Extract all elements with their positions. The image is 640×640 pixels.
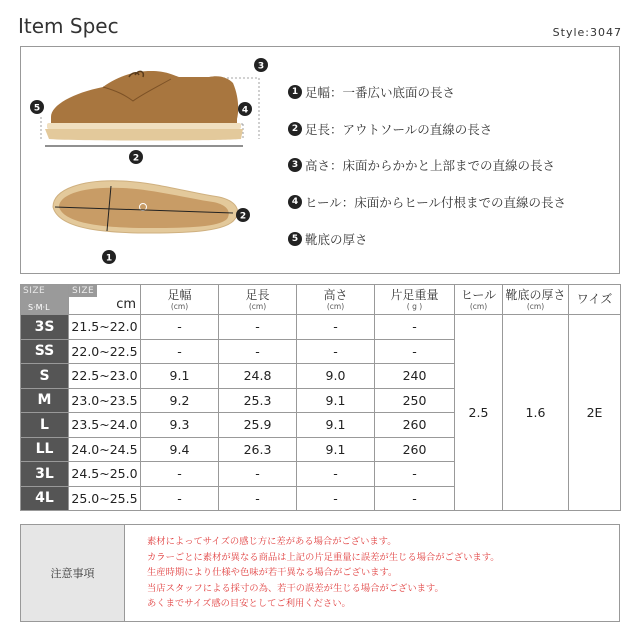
size-table [20,284,621,511]
cell-weight: 260 [375,413,455,438]
shoe-bottom-view [53,181,238,233]
note-line: 素材によってサイズの感じ方に差がある場合がございます。 [147,536,397,547]
cell-weight: - [375,339,455,364]
svg-text:2: 2 [239,211,247,222]
header-wise: ワイズ [569,285,621,315]
svg-text:1: 1 [105,253,113,264]
table-header-row [21,285,621,315]
page-title: Item Spec [18,14,119,38]
note-line: 生産時期により仕様や色味が若干異なる場合がございます。 [147,567,398,579]
cell-length: 26.3 [219,437,297,462]
size-label: LL [21,437,69,462]
table-row [21,315,621,340]
svg-text:2: 2 [132,153,140,164]
cell-height: 9.1 [297,437,375,462]
size-range: 24.5~25.0 [69,462,141,487]
size-label: L [21,413,69,438]
legend-item-heel [288,184,628,221]
cell-length: 24.8 [219,364,297,389]
size-label: SS [21,339,69,364]
svg-text:5: 5 [33,103,41,114]
note-line: 当店スタッフによる採寸の為、若干の誤差が生じる場合がございます。 [147,582,444,594]
measurement-legend [288,74,628,257]
cell-length: - [219,339,297,364]
header-sole-thickness: 靴底の厚さ (cm) [503,285,569,315]
shoe-side-view [45,71,243,141]
legend-text: ヒール：床面からヒール付根までの直線の長さ [305,195,567,211]
size-cm-corner-cell: SIZE cm [69,285,141,315]
cell-height: 9.0 [297,364,375,389]
legend-text: 靴底の厚さ [305,231,368,247]
size-range: 23.0~23.5 [69,388,141,413]
cell-weight: - [375,462,455,487]
cell-length: - [219,462,297,487]
notes-box [20,524,620,622]
svg-text:4: 4 [241,105,249,116]
size-label: 3L [21,462,69,487]
cell-length: 25.9 [219,413,297,438]
cell-length: 25.3 [219,388,297,413]
cell-weight: - [375,486,455,511]
size-range: 23.5~24.0 [69,413,141,438]
legend-text: 高さ：床面からかかと上部までの直線の長さ [305,158,556,174]
shoe-upper [51,71,238,125]
legend-item-sole-thickness [288,220,628,257]
notes-label: 注意事項 [21,525,125,621]
welt [47,123,241,129]
marker-icon: 2 [288,122,302,136]
style-code: Style:3047 [552,26,622,39]
cell-weight: - [375,315,455,340]
cell-length: - [219,486,297,511]
size-range: 22.0~22.5 [69,339,141,364]
size-label: 3S [21,315,69,340]
cell-wise: 2E [569,315,621,511]
marker-4 [238,102,252,116]
svg-text:3: 3 [257,61,265,72]
notes-body [125,525,500,621]
cell-width: 9.2 [141,388,219,413]
cell-weight: 250 [375,388,455,413]
size-range: 25.0~25.5 [69,486,141,511]
cell-weight: 260 [375,437,455,462]
marker-5 [30,100,44,114]
cell-height: - [297,315,375,340]
cell-height: - [297,339,375,364]
legend-item-foot-width [288,74,628,111]
header-weight: 片足重量 ( g ) [375,285,455,315]
cell-heel: 2.5 [455,315,503,511]
cell-weight: 240 [375,364,455,389]
cell-width: - [141,486,219,511]
header-foot-width: 足幅 (cm) [141,285,219,315]
note-line: あくまでサイズ感の目安としてご利用ください。 [147,598,351,610]
length-line-side [45,146,243,164]
size-label: M [21,388,69,413]
cell-width: 9.3 [141,413,219,438]
cell-width: - [141,339,219,364]
cell-sole-thickness: 1.6 [503,315,569,511]
marker-icon: 4 [288,195,302,209]
cell-length: - [219,315,297,340]
size-range: 21.5~22.0 [69,315,141,340]
header-foot-length: 足長 (cm) [219,285,297,315]
size-range: 22.5~23.0 [69,364,141,389]
header-heel: ヒール (cm) [455,285,503,315]
shoe-diagram [21,47,291,273]
marker-3 [254,58,268,72]
cell-width: 9.4 [141,437,219,462]
cell-height: 9.1 [297,388,375,413]
note-line: カラーごとに素材が異なる商品は上記の片足重量に誤差が生じる場合がございます。 [147,551,500,563]
header-height: 高さ (cm) [297,285,375,315]
cell-width: 9.1 [141,364,219,389]
cell-width: - [141,315,219,340]
legend-text: 足長：アウトソールの直線の長さ [305,121,493,137]
cell-height: - [297,486,375,511]
marker-icon: 3 [288,158,302,172]
size-corner-cell: SIZE S·M·L [21,285,69,315]
size-range: 24.0~24.5 [69,437,141,462]
cell-height: 9.1 [297,413,375,438]
cell-width: - [141,462,219,487]
marker-icon: 5 [288,232,302,246]
legend-item-foot-length [288,111,628,148]
legend-item-height [288,147,628,184]
marker-icon: 1 [288,85,302,99]
cell-height: - [297,462,375,487]
legend-text: 足幅：一番広い底面の長さ [305,85,456,101]
size-label: S [21,364,69,389]
outsole-side [45,129,243,141]
size-label: 4L [21,486,69,511]
